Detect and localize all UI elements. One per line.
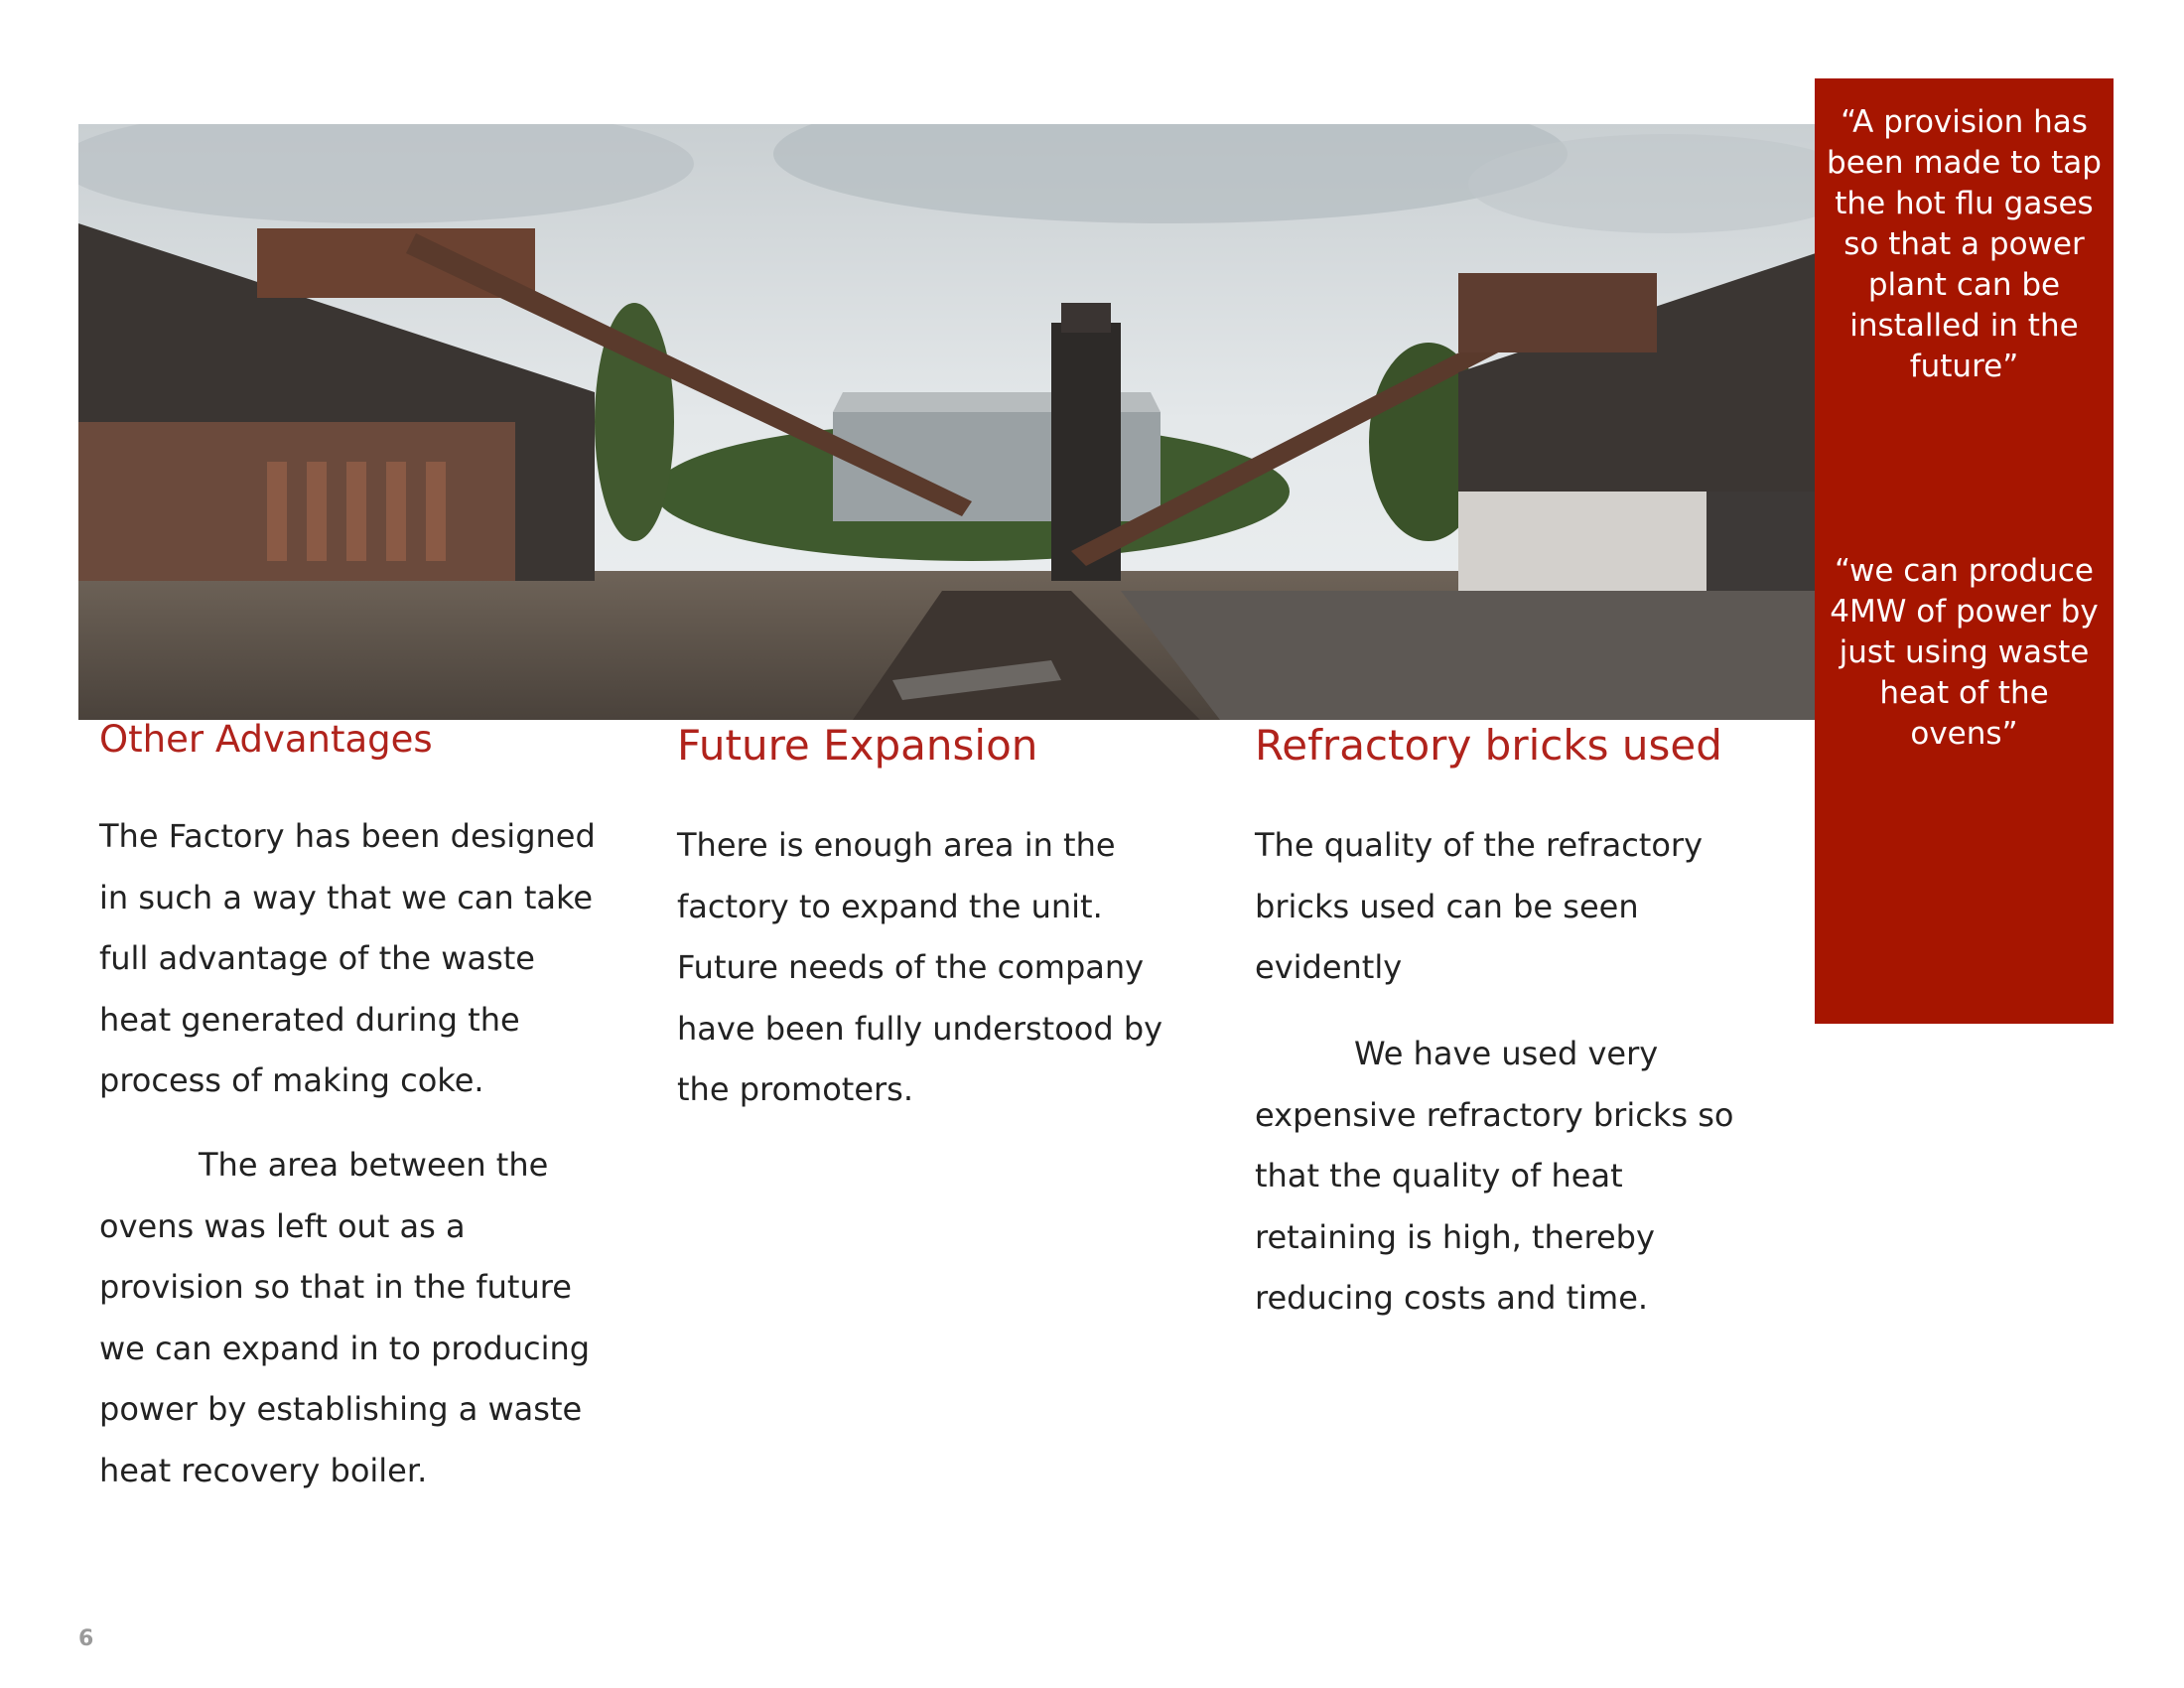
- other-advantages-paragraph-1: The Factory has been designed in such a way that we can take full advantage of the waste heat generated during the process of making coke.: [99, 817, 596, 1099]
- other-advantages-paragraph-2: The area between the ovens was left out as a provision so that in the future we can expand in to producing power by establishing a waste heat recovery boiler.: [99, 1146, 591, 1489]
- future-expansion-paragraph-1: There is enough area in the factory to expand the unit. Future needs of the company have been fully understood by the promoters.: [677, 826, 1163, 1108]
- page-number: 6: [78, 1626, 94, 1651]
- factory-photo: [78, 124, 1816, 720]
- refractory-bricks-paragraph-2: We have used very expensive refractory bricks so that the quality of heat retaining is high, thereby reducing costs and time.: [1255, 1035, 1734, 1317]
- other-advantages-heading: Other Advantages: [99, 718, 433, 761]
- factory-photo-illustration: [78, 124, 1816, 720]
- pull-quote-hot-flu-gases: “A provision has been made to tap the hot flu gases so that a power plant can be installed in the future”: [1827, 104, 2102, 384]
- refractory-bricks-heading: Refractory bricks used: [1255, 721, 1722, 770]
- refractory-bricks-paragraph-1: The quality of the refractory bricks used can be seen evidently: [1255, 826, 1704, 986]
- pull-quote-4mw-power: “we can produce 4MW of power by just using waste heat of the ovens”: [1830, 553, 2099, 752]
- future-expansion-heading: Future Expansion: [677, 721, 1038, 770]
